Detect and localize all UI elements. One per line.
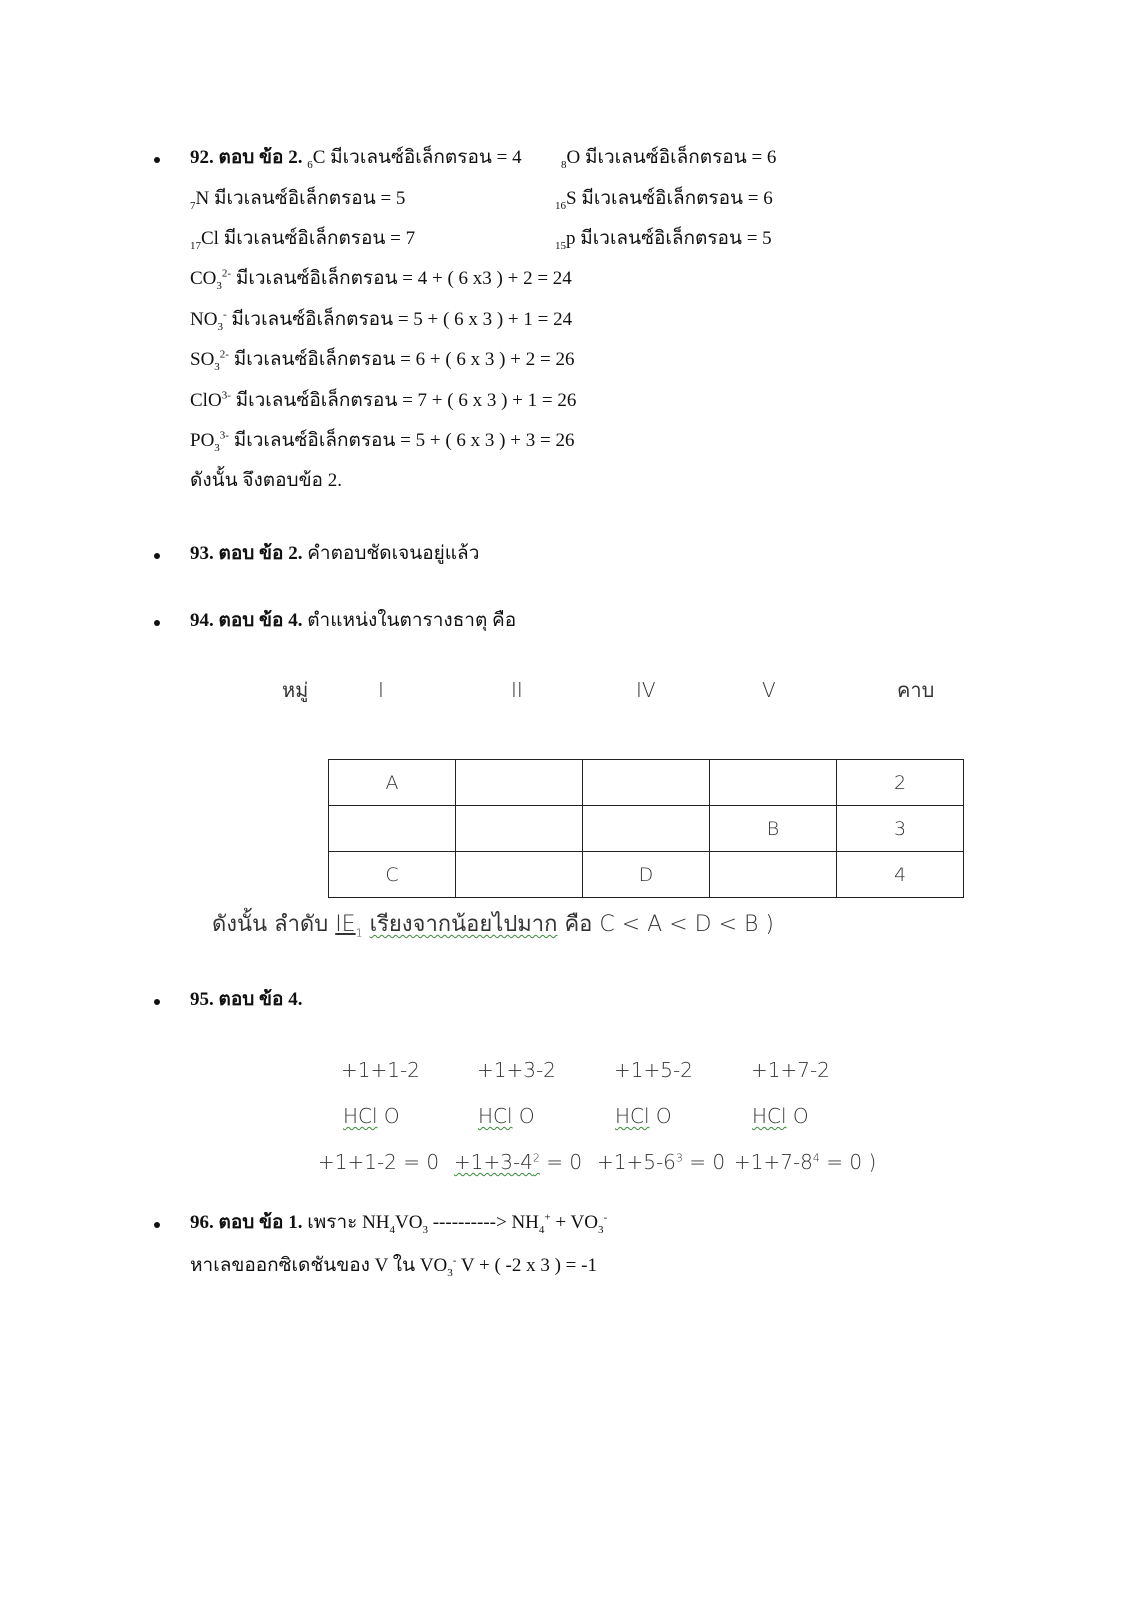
- ox-state-2: +1+3-2: [477, 1058, 556, 1082]
- equation-2-lhs: [454, 1150, 540, 1174]
- formula-hcl: HCl: [343, 1104, 378, 1128]
- equation-4: [734, 1152, 876, 1172]
- q93-text: คำตอบชัดเจนอยู่แล้ว: [302, 543, 480, 564]
- q94-conclusion-prefix: ดังนั้น ลำดับ: [212, 912, 336, 937]
- q92-conclusion: ดังนั้น จึงตอบข้อ 2.: [190, 470, 342, 491]
- equation-1: +1+1-2 = 0: [318, 1150, 440, 1174]
- phosphorus-atomic-number: 15: [555, 239, 566, 252]
- dissociation-arrow: ----------> NH: [427, 1212, 539, 1233]
- q96-answer: ตอบ ข้อ 1.: [218, 1212, 303, 1233]
- sulfur-symbol: S: [566, 188, 577, 209]
- formula-2: [478, 1106, 535, 1126]
- equation-2-exp: 2: [532, 1151, 540, 1165]
- phosphorus-valence-line: [555, 228, 772, 252]
- q95-number: 95.: [190, 989, 214, 1010]
- group-header-ii: II: [511, 678, 523, 702]
- q96-line-1: [190, 1211, 608, 1236]
- formula-1: [343, 1106, 400, 1126]
- sulfite-charge: 2-: [219, 348, 229, 361]
- nitrate-formula: NO: [190, 309, 218, 330]
- equation-3: [597, 1152, 725, 1172]
- nitrogen-valence-line: [190, 188, 406, 212]
- q96-reason: เพราะ NH: [302, 1212, 390, 1233]
- equation-4-expr: +1+7-8: [734, 1150, 813, 1174]
- phosphite-charge: 3-: [219, 429, 229, 442]
- sulfite-line: [190, 348, 575, 373]
- q95-line: [190, 990, 302, 1009]
- q95-answer: ตอบ ข้อ 4.: [218, 989, 303, 1010]
- carbonate-charge: 2-: [221, 267, 232, 280]
- nitrate-line: [190, 308, 573, 333]
- phosphorus-valence: มีเวเลนซ์อิเล็กตรอน = 5: [575, 228, 772, 249]
- formula-o: O: [792, 1104, 809, 1128]
- q94-text: ตำแหน่งในตารางธาตุ คือ: [302, 610, 517, 631]
- bullet-92: [154, 157, 160, 163]
- ox-state-3: +1+5-2: [614, 1058, 693, 1082]
- nitrogen-symbol: N: [195, 188, 210, 209]
- group-header-label: หมู่: [282, 678, 309, 702]
- nitrogen-valence: มีเวเลนซ์อิเล็กตรอน = 5: [209, 188, 406, 209]
- table-cell: [710, 852, 837, 898]
- q93-line: [190, 544, 479, 563]
- ie-label: IE: [335, 912, 356, 937]
- equation-2-rhs: = 0: [539, 1150, 583, 1174]
- equation-3-rhs: = 0: [682, 1150, 726, 1174]
- ox-state-4: +1+7-2: [751, 1058, 830, 1082]
- q96-find-oxidation: หาเลขออกซิเดชันของ V ใน VO: [190, 1255, 448, 1276]
- chlorate-line: [190, 391, 576, 410]
- table-cell: 3: [837, 806, 964, 852]
- table-cell: B: [710, 806, 837, 852]
- vo3-subscript-2: 3: [447, 1266, 453, 1279]
- chlorine-atomic-number: 17: [190, 239, 201, 252]
- formula-3: [615, 1106, 672, 1126]
- group-header-i: I: [378, 678, 384, 702]
- q96-line-2: [190, 1254, 597, 1279]
- bullet-94: [154, 620, 160, 626]
- carbon-atomic-number: 6: [307, 158, 313, 171]
- q92-number: 92.: [190, 147, 214, 168]
- equation-2: [454, 1152, 582, 1172]
- equation-4-rhs: = 0 ): [819, 1150, 877, 1174]
- phosphite-valence: มีเวเลนซ์อิเล็กตรอน = 5 + ( 6 x 3 ) + 3 = 26: [228, 430, 575, 451]
- chlorine-valence-line: [190, 228, 416, 252]
- sulfite-subscript: 3: [214, 360, 220, 373]
- carbonate-subscript: 3: [216, 279, 222, 292]
- sulfur-valence: มีเวเลนซ์อิเล็กตรอน = 6: [576, 188, 773, 209]
- periodic-table-grid: [328, 759, 964, 898]
- q92-line-1: [190, 147, 522, 171]
- q94-conclusion: [212, 912, 774, 940]
- vo3-ion-subscript: 3: [597, 1223, 604, 1236]
- carbonate-line: [190, 267, 572, 292]
- bullet-95: [154, 999, 160, 1005]
- chlorate-valence: มีเวเลนซ์อิเล็กตรอน = 7 + ( 6 x 3 ) + 1 = 26: [230, 390, 577, 411]
- table-cell: [456, 852, 583, 898]
- group-header-iv: IV: [636, 678, 656, 702]
- table-cell: [329, 806, 456, 852]
- equation-3-exp: 3: [675, 1151, 683, 1165]
- ie-subscript: 1: [355, 926, 363, 940]
- oxygen-atomic-number: 8: [561, 158, 567, 171]
- table-row: [329, 806, 964, 852]
- formula-o: O: [518, 1104, 535, 1128]
- table-cell: A: [329, 760, 456, 806]
- formula-hcl: HCl: [615, 1104, 650, 1128]
- table-cell: 2: [837, 760, 964, 806]
- table-row: [329, 760, 964, 806]
- equation-4-exp: 4: [812, 1151, 820, 1165]
- carbonate-valence: มีเวเลนซ์อิเล็กตรอน = 4 + ( 6 x3 ) + 2 = 24: [231, 268, 572, 289]
- q94-conclusion-space: [363, 912, 370, 937]
- q96-number: 96.: [190, 1212, 214, 1233]
- table-cell: C: [329, 852, 456, 898]
- q93-answer: ตอบ ข้อ 2.: [218, 543, 303, 564]
- nh4-ion-charge: +: [544, 1211, 551, 1224]
- sulfite-formula: SO: [190, 349, 215, 370]
- q96-equation: V + ( -2 x 3 ) = -1: [456, 1255, 597, 1276]
- vo3-subscript: 3: [422, 1223, 428, 1236]
- nitrate-charge: -: [222, 308, 227, 321]
- table-cell: [583, 760, 710, 806]
- q94-answer: ตอบ ข้อ 4.: [218, 610, 303, 631]
- group-header-v: V: [762, 678, 776, 702]
- chlorine-valence: มีเวเลนซ์อิเล็กตรอน = 7: [218, 228, 416, 249]
- chlorine-symbol: Cl: [201, 228, 219, 249]
- period-header-label: คาบ: [897, 678, 935, 702]
- phosphite-line: [190, 429, 575, 454]
- chlorate-charge: 3-: [221, 389, 231, 402]
- bullet-96: [154, 1222, 160, 1228]
- formula-hcl: HCl: [752, 1104, 787, 1128]
- vo3-charge-2: -: [452, 1254, 457, 1267]
- oxygen-symbol: O: [566, 147, 581, 168]
- formula-hcl: HCl: [478, 1104, 513, 1128]
- table-row: [329, 852, 964, 898]
- q94-conclusion-result: คือ C < A < D < B ): [557, 912, 774, 937]
- carbon-symbol: C: [312, 147, 326, 168]
- nitrogen-atomic-number: 7: [190, 199, 196, 212]
- sulfite-valence: มีเวเลนซ์อิเล็กตรอน = 6 + ( 6 x 3 ) + 2 = 26: [228, 349, 575, 370]
- nh4-ion-subscript: 4: [538, 1223, 545, 1236]
- table-cell: [583, 806, 710, 852]
- nitrate-valence: มีเวเลนซ์อิเล็กตรอน = 5 + ( 6 x 3 ) + 1 = 24: [226, 309, 573, 330]
- formula-4: [752, 1106, 809, 1126]
- vo3-ion-charge: -: [603, 1211, 608, 1224]
- oxygen-valence: มีเวเลนซ์อิเล็กตรอน = 6: [580, 147, 777, 168]
- carbonate-formula: CO: [190, 268, 217, 289]
- nh4-subscript: 4: [389, 1223, 396, 1236]
- q92-answer: ตอบ ข้อ 2.: [218, 147, 303, 168]
- ox-state-1: +1+1-2: [341, 1058, 420, 1082]
- phosphorus-symbol: p: [566, 228, 576, 249]
- vo3-ion-formula: + VO: [550, 1212, 598, 1233]
- table-cell: [710, 760, 837, 806]
- table-cell: [456, 760, 583, 806]
- table-cell: D: [583, 852, 710, 898]
- vo3-formula: VO: [395, 1212, 423, 1233]
- formula-o: O: [655, 1104, 672, 1128]
- table-cell: 4: [837, 852, 964, 898]
- equation-3-expr: +1+5-6: [597, 1150, 676, 1174]
- table-cell: [456, 806, 583, 852]
- chlorate-formula: ClO: [190, 390, 222, 411]
- bullet-93: [154, 553, 160, 559]
- sulfur-atomic-number: 16: [555, 199, 566, 212]
- q94-conclusion-order: เรียงจากน้อยไปมาก: [369, 912, 558, 937]
- formula-o: O: [383, 1104, 400, 1128]
- phosphite-formula: PO: [190, 430, 215, 451]
- q93-number: 93.: [190, 543, 214, 564]
- oxygen-valence-line: [561, 147, 777, 171]
- nitrate-subscript: 3: [217, 320, 223, 333]
- q94-number: 94.: [190, 610, 214, 631]
- sulfur-valence-line: [555, 188, 773, 212]
- q94-line: [190, 611, 516, 630]
- carbon-valence: มีเวเลนซ์อิเล็กตรอน = 4: [325, 147, 522, 168]
- phosphite-subscript: 3: [214, 441, 220, 454]
- equation-2-expr: +1+3-4: [454, 1150, 533, 1174]
